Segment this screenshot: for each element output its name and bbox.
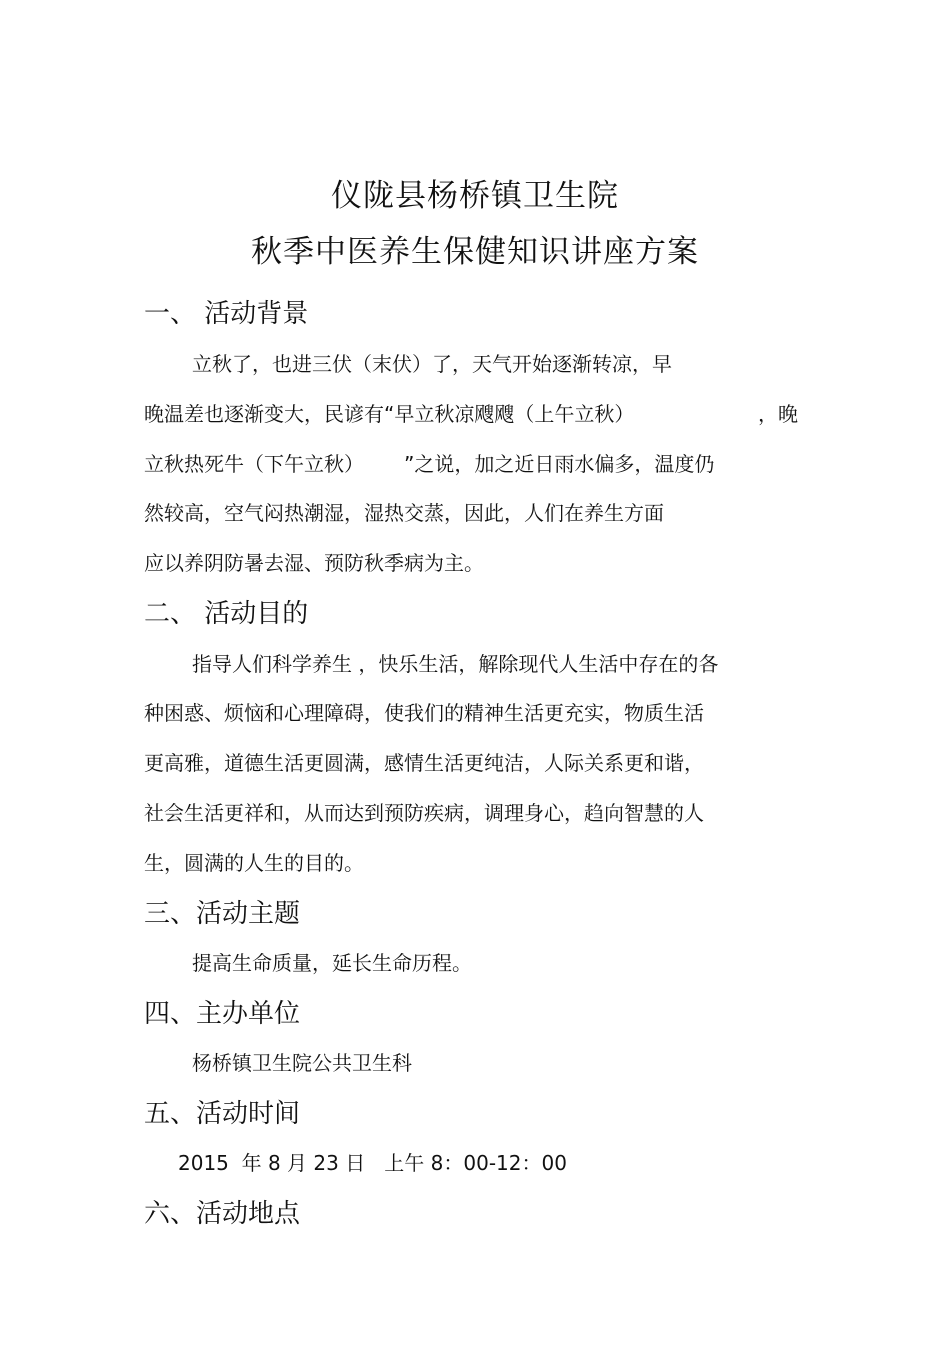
paragraph-line: 杨桥镇卫生院公共卫生科 — [192, 1051, 412, 1075]
paragraph-line: 然较高，空气闷热潮湿，湿热交蒸，因此，人们在养生方面 — [144, 501, 664, 525]
paragraph-line: ，晚 — [758, 402, 798, 426]
paragraph-line: 晚温差也逐渐变大，民谚有“早立秋凉飕飕（上午立秋） — [144, 402, 635, 426]
paragraph-line: 生，圆满的人生的目的。 — [144, 851, 364, 875]
section-heading-location: 六、活动地点 — [144, 1199, 301, 1229]
paragraph-line: 更高雅，道德生活更圆满，感情生活更纯洁，人际关系更和谐， — [144, 751, 704, 775]
paragraph-line: 提高生命质量，延长生命历程。 — [192, 951, 472, 975]
section-heading-time: 五、活动时间 — [144, 1099, 301, 1129]
section-heading-purpose: 二、 活动目的 — [144, 599, 309, 629]
document-subtitle: 秋季中医养生保健知识讲座方案 — [251, 234, 699, 270]
paragraph-line: 2015 年 8 月 23 日 上午 8：00-12：00 — [178, 1151, 567, 1175]
paragraph-line: 立秋了，也进三伏（末伏）了，天气开始逐渐转凉，早 — [192, 352, 672, 376]
section-heading-theme: 三、活动主题 — [144, 899, 301, 929]
paragraph-line: 应以养阴防暑去湿、预防秋季病为主。 — [144, 551, 484, 575]
paragraph-line: 社会生活更祥和，从而达到预防疾病，调理身心，趋向智慧的人 — [144, 801, 704, 825]
paragraph-line: ”之说，加之近日雨水偏多，温度仍 — [404, 452, 715, 476]
paragraph-line: 立秋热死牛（下午立秋） — [144, 452, 364, 476]
paragraph-line: 指导人们科学养生 ，快乐生活，解除现代人生活中存在的各 — [192, 652, 719, 676]
section-heading-background: 一、 活动背景 — [144, 299, 309, 329]
paragraph-line: 种困惑、烦恼和心理障碍，使我们的精神生活更充实，物质生活 — [144, 701, 704, 725]
section-heading-organizer: 四、主办单位 — [144, 999, 301, 1029]
document-title: 仪陇县杨桥镇卫生院 — [331, 178, 619, 214]
